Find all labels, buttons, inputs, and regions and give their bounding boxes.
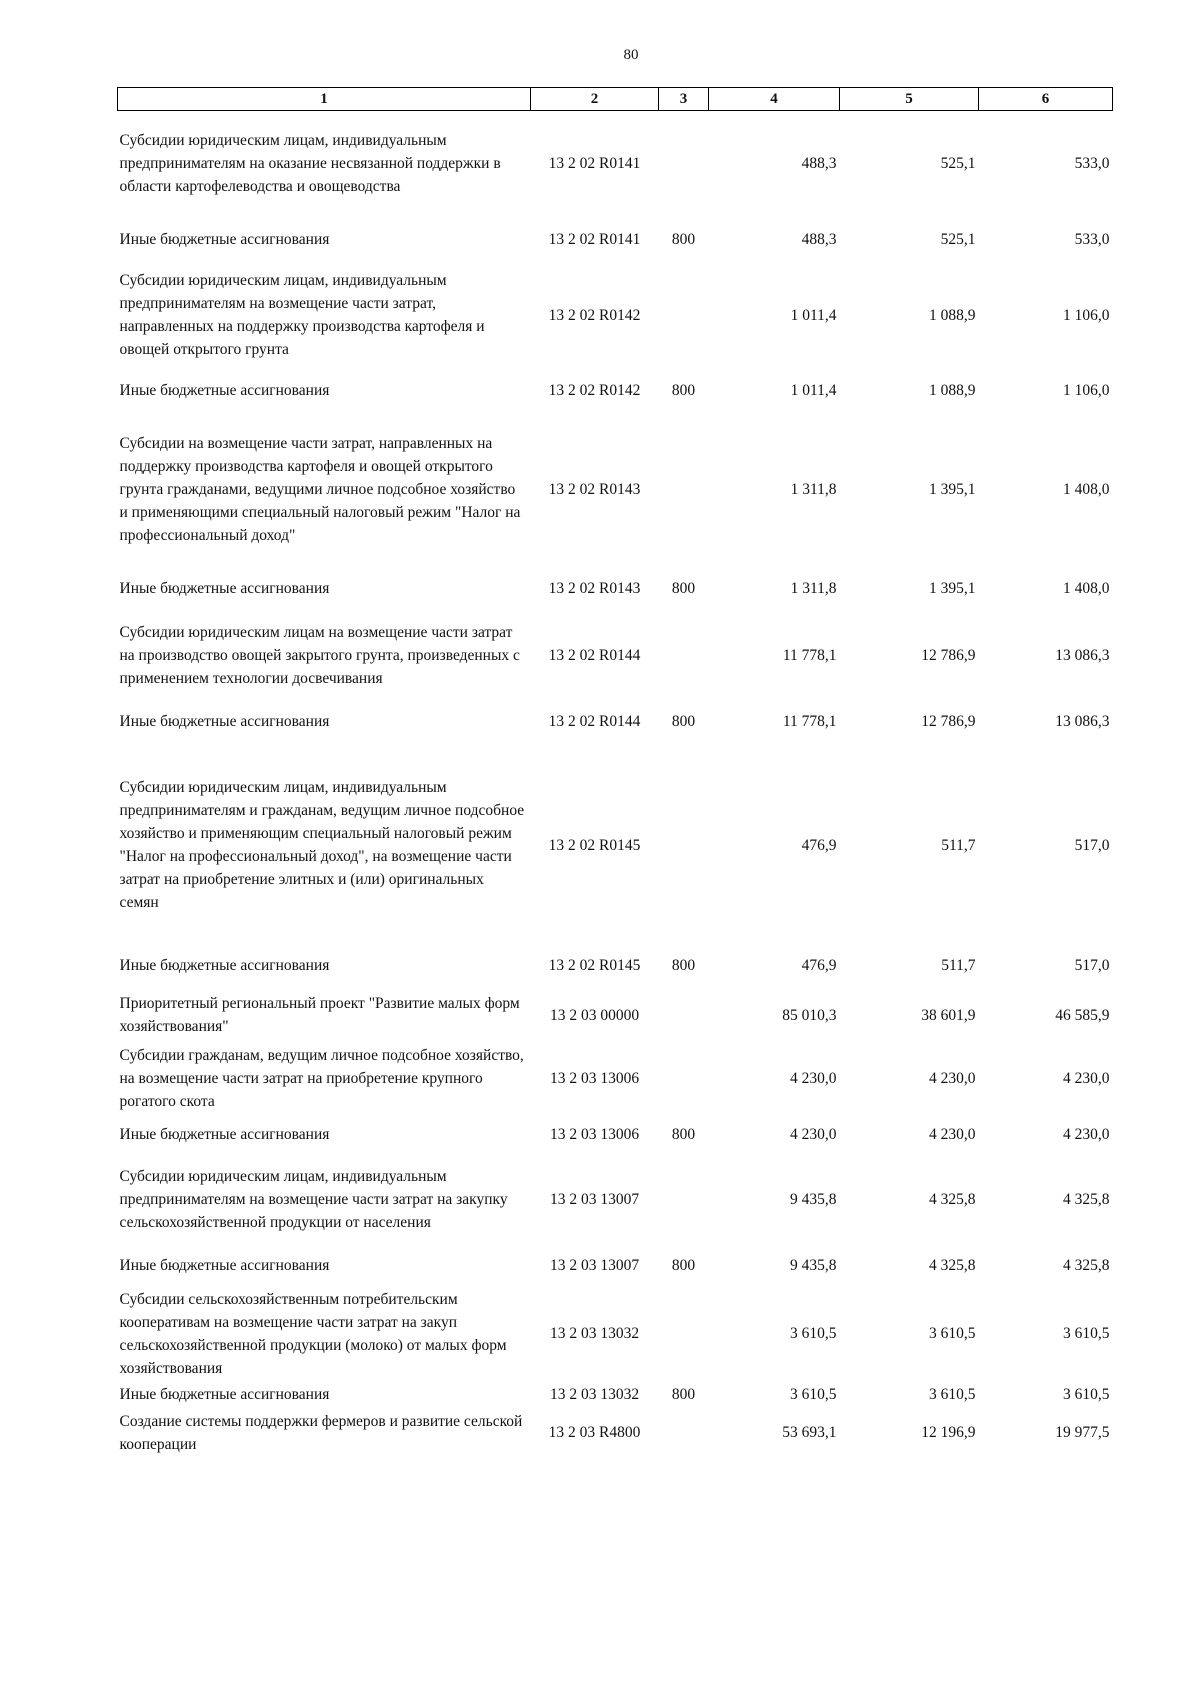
column-header-2: 2 — [531, 88, 659, 111]
row-expense-type: 800 — [671, 580, 696, 597]
row-value-4: 53 693,1 — [782, 1424, 837, 1441]
row-value-6: 19 977,5 — [1055, 1424, 1110, 1441]
table-row — [118, 987, 1113, 1044]
row-name: Субсидии юридическим лицам на возмещение части затрат на производство овощей закрытого грунта, произведенных с применением технологии досвечивания — [119, 623, 520, 687]
table-row — [118, 698, 1113, 746]
column-header-6: 6 — [979, 88, 1113, 111]
row-value-6: 517,0 — [1074, 836, 1110, 854]
row-name: Субсидии сельскохозяйственным потребительским кооперативам на возмещение части затрат на закуп сельскохозяйственной продукции (молоко) от малых форм хозяйствования — [119, 1290, 507, 1377]
table-row — [118, 1243, 1113, 1288]
row-value-6: 4 325,8 — [1063, 1256, 1110, 1274]
row-name: Иные бюджетные ассигнования — [119, 713, 330, 730]
row-value-6: 1 408,0 — [1063, 580, 1110, 597]
row-value-4: 4 230,0 — [790, 1126, 837, 1143]
row-value-5: 12 196,9 — [921, 1424, 976, 1441]
table-row — [118, 415, 1113, 565]
row-name: Иные бюджетные ассигнования — [119, 1386, 330, 1403]
row-value-5: 4 325,8 — [929, 1256, 976, 1274]
row-value-6: 13 086,3 — [1055, 713, 1110, 730]
row-code: 13 2 03 13006 — [549, 1070, 640, 1087]
row-value-4: 3 610,5 — [790, 1325, 837, 1342]
row-expense-type: 800 — [671, 957, 696, 974]
row-value-6: 4 230,0 — [1063, 1070, 1110, 1087]
row-expense-type: 800 — [671, 713, 696, 730]
row-value-4: 1 311,8 — [790, 481, 837, 498]
row-value-6: 4 325,8 — [1063, 1190, 1110, 1208]
row-expense-type — [659, 264, 709, 367]
row-value-4: 11 778,1 — [782, 713, 837, 730]
row-value-5: 4 230,0 — [929, 1070, 976, 1087]
row-code: 13 2 02 R0144 — [548, 646, 641, 664]
row-name: Субсидии юридическим лицам, индивидуальным предпринимателям на возмещение части затрат, направленных на поддержку производства картофеля и овощей открытого грунта — [119, 272, 485, 358]
row-name: Иные бюджетные ассигнования — [119, 231, 330, 248]
row-value-6: 4 230,0 — [1063, 1126, 1110, 1143]
row-expense-type: 800 — [671, 382, 696, 399]
row-value-6: 46 585,9 — [1055, 1006, 1110, 1024]
header-row — [118, 88, 1113, 111]
row-value-4: 9 435,8 — [790, 1190, 837, 1208]
column-header-1: 1 — [118, 88, 531, 111]
row-expense-type — [659, 111, 709, 216]
row-code: 13 2 02 R0145 — [548, 957, 641, 974]
row-code: 13 2 03 R4800 — [548, 1424, 641, 1441]
row-value-5: 511,7 — [941, 836, 976, 854]
row-value-5: 38 601,9 — [921, 1006, 976, 1024]
row-value-4: 4 230,0 — [790, 1070, 837, 1087]
row-name: Иные бюджетные ассигнования — [119, 1256, 330, 1274]
row-name: Субсидии юридическим лицам, индивидуальным предпринимателям и гражданам, ведущим личное подсобное хозяйство и применяющим специальный налоговый режим "Налог на профессиональный доход", на возмещение части затрат на приобретение элитных и (или) оригинальных семян — [119, 779, 525, 911]
row-code: 13 2 02 R0143 — [548, 481, 641, 498]
table-row — [118, 945, 1113, 987]
row-value-4: 488,3 — [801, 231, 837, 248]
row-value-6: 3 610,5 — [1063, 1386, 1110, 1403]
row-expense-type — [659, 1044, 709, 1114]
row-code: 13 2 02 R0145 — [548, 836, 641, 854]
column-header-5: 5 — [840, 88, 979, 111]
row-value-5: 1 395,1 — [929, 580, 976, 597]
row-code: 13 2 02 R0143 — [548, 580, 641, 597]
row-name: Иные бюджетные ассигнования — [119, 1126, 330, 1143]
row-code: 13 2 03 13032 — [549, 1325, 640, 1342]
row-name: Субсидии юридическим лицам, индивидуальным предпринимателям на возмещение части затрат на закупку сельскохозяйственной продукции от населения — [119, 1167, 508, 1231]
row-value-4: 11 778,1 — [782, 646, 837, 664]
row-name: Иные бюджетные ассигнования — [119, 580, 330, 597]
budget-table — [117, 87, 1113, 1456]
row-code: 13 2 03 13032 — [549, 1386, 640, 1403]
row-code: 13 2 03 00000 — [549, 1006, 640, 1024]
row-value-4: 1 311,8 — [790, 580, 837, 597]
row-name: Субсидии гражданам, ведущим личное подсобное хозяйство, на возмещение части затрат на приобретение крупного рогатого скота — [119, 1047, 524, 1110]
row-value-4: 1 011,4 — [790, 382, 837, 399]
row-value-5: 12 786,9 — [921, 713, 976, 730]
row-value-4: 488,3 — [801, 154, 837, 172]
row-code: 13 2 02 R0141 — [548, 231, 641, 248]
row-value-6: 1 106,0 — [1063, 306, 1110, 324]
row-expense-type — [659, 415, 709, 565]
row-value-6: 1 408,0 — [1063, 481, 1110, 498]
row-name: Создание системы поддержки фермеров и развитие сельской кооперации — [119, 1412, 523, 1453]
row-value-5: 525,1 — [940, 154, 976, 172]
row-value-5: 3 610,5 — [929, 1386, 976, 1403]
table-row — [118, 111, 1113, 216]
row-value-6: 3 610,5 — [1063, 1325, 1110, 1342]
table-row — [118, 746, 1113, 945]
row-code: 13 2 02 R0141 — [548, 154, 641, 172]
row-name: Иные бюджетные ассигнования — [119, 957, 330, 974]
row-name: Субсидии на возмещение части затрат, направленных на поддержку производства картофеля и овощей открытого грунта гражданами, ведущими личное подсобное хозяйство и применяющими специальный налоговый режим "Налог на профессиональный доход" — [119, 435, 521, 544]
row-expense-type — [659, 1156, 709, 1243]
column-header-4: 4 — [709, 88, 840, 111]
table-row — [118, 216, 1113, 264]
table-row — [118, 264, 1113, 367]
row-value-5: 12 786,9 — [921, 646, 976, 664]
table-row — [118, 1044, 1113, 1114]
row-value-5: 1 088,9 — [929, 306, 976, 324]
row-value-6: 1 106,0 — [1063, 382, 1110, 399]
table-row — [118, 1410, 1113, 1456]
row-expense-type: 800 — [671, 1256, 696, 1274]
row-expense-type — [659, 746, 709, 945]
row-value-4: 9 435,8 — [790, 1256, 837, 1274]
row-value-5: 511,7 — [941, 957, 976, 974]
row-value-5: 1 395,1 — [929, 481, 976, 498]
page-number: 80 — [623, 47, 639, 63]
row-code: 13 2 03 13006 — [549, 1126, 640, 1143]
table-row — [118, 1288, 1113, 1380]
row-value-4: 3 610,5 — [790, 1386, 837, 1403]
table-row — [118, 1380, 1113, 1410]
row-expense-type: 800 — [671, 231, 696, 248]
row-expense-type — [659, 613, 709, 698]
row-code: 13 2 03 13007 — [549, 1190, 640, 1208]
row-value-4: 476,9 — [801, 957, 837, 974]
row-name: Субсидии юридическим лицам, индивидуальным предпринимателям на оказание несвязанной поддержки в области картофелеводства и овощеводства — [119, 131, 501, 195]
row-expense-type — [659, 1288, 709, 1380]
row-code: 13 2 02 R0144 — [548, 713, 641, 730]
table-row — [118, 367, 1113, 415]
table-row — [118, 613, 1113, 698]
row-value-5: 525,1 — [940, 231, 976, 248]
row-name: Приоритетный региональный проект "Развитие малых форм хозяйствования" — [119, 995, 520, 1035]
row-value-4: 476,9 — [801, 836, 837, 854]
row-value-5: 4 325,8 — [929, 1190, 976, 1208]
table-row — [118, 565, 1113, 613]
row-name: Иные бюджетные ассигнования — [119, 382, 330, 399]
row-value-4: 85 010,3 — [782, 1006, 837, 1024]
row-value-6: 517,0 — [1074, 957, 1110, 974]
row-code: 13 2 02 R0142 — [548, 306, 641, 324]
row-code: 13 2 02 R0142 — [548, 382, 641, 399]
row-expense-type: 800 — [671, 1386, 696, 1403]
row-expense-type: 800 — [671, 1126, 696, 1143]
row-value-6: 533,0 — [1074, 154, 1110, 172]
table-row — [118, 1114, 1113, 1156]
row-code: 13 2 03 13007 — [549, 1256, 640, 1274]
row-value-5: 3 610,5 — [929, 1325, 976, 1342]
table-row — [118, 1156, 1113, 1243]
column-header-3: 3 — [659, 88, 709, 111]
row-value-6: 533,0 — [1074, 231, 1110, 248]
row-value-6: 13 086,3 — [1055, 646, 1110, 664]
row-value-5: 4 230,0 — [929, 1126, 976, 1143]
row-value-5: 1 088,9 — [929, 382, 976, 399]
row-expense-type — [659, 987, 709, 1044]
row-value-4: 1 011,4 — [790, 306, 837, 324]
row-expense-type — [659, 1410, 709, 1456]
